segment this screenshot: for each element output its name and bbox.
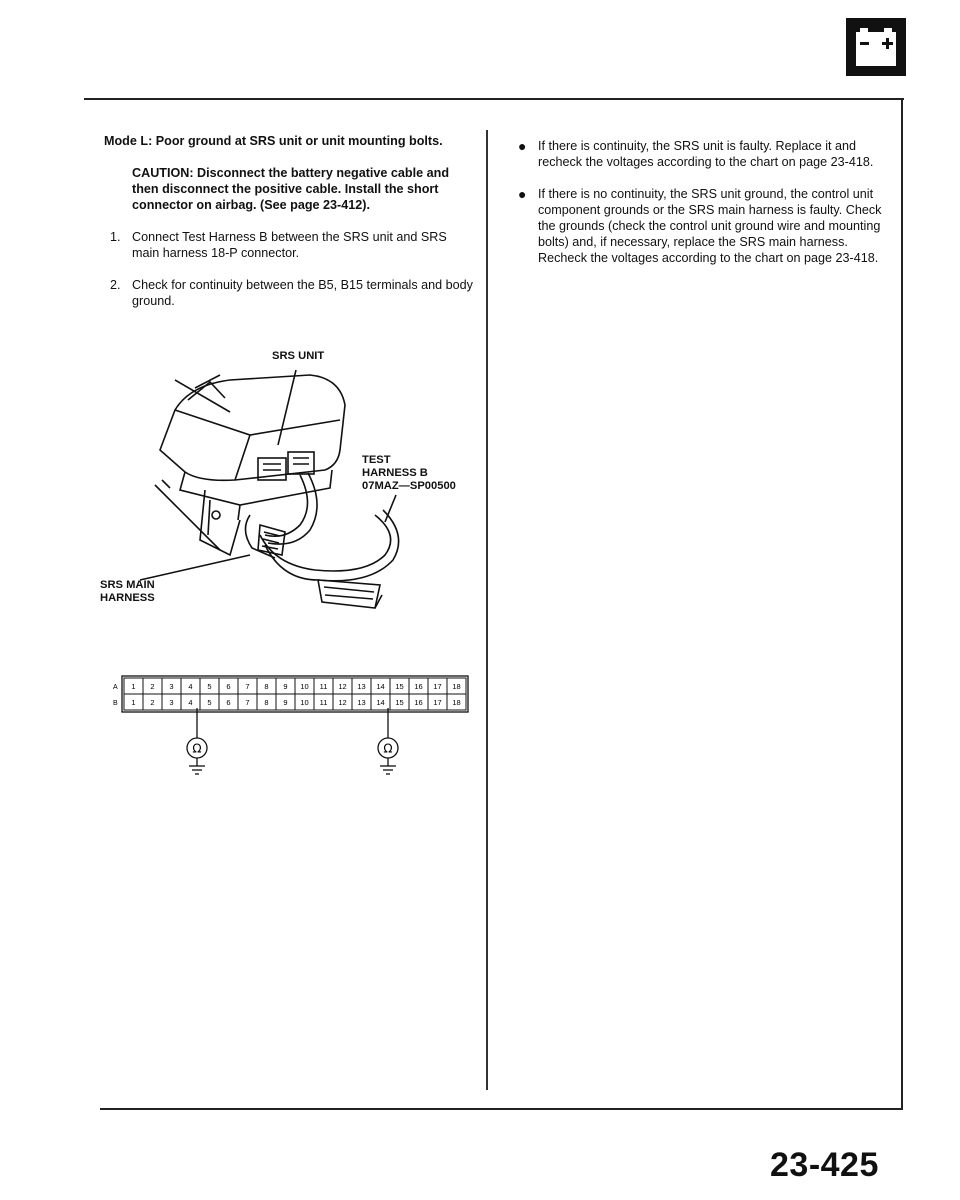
terminal-number: 4	[188, 682, 193, 691]
label-test-harness	[362, 454, 456, 493]
terminal-number: 6	[226, 682, 231, 691]
column-divider	[486, 130, 488, 1090]
terminal-number: 14	[376, 682, 385, 691]
connector-row-label: A	[113, 684, 118, 691]
terminal-diagram	[110, 668, 470, 780]
terminal-number: 10	[300, 698, 309, 707]
step-1	[104, 229, 474, 261]
bullet-text: If there is continuity, the SRS unit is faulty. Replace it and recheck the voltages according to the chart on page 23-418.	[538, 139, 874, 169]
terminal-number: 2	[150, 682, 155, 691]
terminal-number: 18	[452, 682, 461, 691]
terminal-number: 3	[169, 698, 174, 707]
label-srs-main-harness	[100, 579, 155, 605]
left-column	[104, 133, 474, 325]
terminal-number: 9	[283, 682, 288, 691]
terminal-number: 8	[264, 682, 269, 691]
terminal-number: 13	[357, 682, 366, 691]
bullet-item	[518, 138, 890, 170]
label-line: 07MAZ—SP00500	[362, 480, 456, 492]
label-srs-unit: SRS UNIT	[272, 350, 325, 362]
svg-text:Ω: Ω	[383, 741, 393, 756]
step-number: 2.	[110, 278, 121, 292]
bottom-rule	[100, 1108, 903, 1110]
terminal-number: 5	[207, 682, 212, 691]
terminal-number: 6	[226, 698, 231, 707]
terminal-number: 14	[376, 698, 385, 707]
terminal-number: 18	[452, 698, 461, 707]
terminal-number: 11	[319, 682, 328, 691]
terminal-number: 16	[414, 698, 423, 707]
terminal-number: 17	[433, 682, 442, 691]
label-line: HARNESS	[100, 592, 155, 604]
terminal-number: 9	[283, 698, 288, 707]
ohmmeter-symbol-right	[378, 738, 398, 758]
step-number: 1.	[110, 230, 121, 244]
terminal-number: 1	[131, 698, 136, 707]
terminal-number: 15	[395, 698, 404, 707]
mode-heading: Mode L: Poor ground at SRS unit or unit mounting bolts.	[104, 134, 443, 148]
terminal-number: 15	[395, 682, 404, 691]
terminal-number: 12	[338, 698, 347, 707]
terminal-number: 5	[207, 698, 212, 707]
terminal-number: 2	[150, 698, 155, 707]
page-number: 23-425	[770, 1146, 879, 1184]
bullet-item	[518, 186, 890, 266]
top-rule	[84, 98, 904, 100]
terminal-number: 7	[245, 682, 250, 691]
bullet-dot: ●	[518, 138, 527, 154]
label-line: TEST	[362, 454, 391, 466]
step-2	[104, 277, 474, 309]
terminal-number: 3	[169, 682, 174, 691]
connector-terminal-grid	[110, 668, 470, 780]
battery-icon	[846, 18, 906, 76]
srs-unit-illustration	[100, 340, 485, 640]
terminal-number: 4	[188, 698, 193, 707]
svg-text:Ω: Ω	[192, 741, 202, 756]
connector-row-label: B	[113, 700, 118, 707]
step-text: Check for continuity between the B5, B15 terminals and body ground.	[132, 278, 473, 308]
bullet-dot: ●	[518, 186, 527, 202]
ohmmeter-symbol-left	[187, 738, 207, 758]
caution-note: CAUTION: Disconnect the battery negative cable and then disconnect the positive cable. Install the short connector on airbag. (See page 23-412).	[132, 166, 450, 212]
terminal-number: 13	[357, 698, 366, 707]
terminal-number: 11	[319, 698, 328, 707]
label-line: HARNESS B	[362, 467, 428, 479]
step-text: Connect Test Harness B between the SRS unit and SRS main harness 18-P connector.	[132, 230, 447, 260]
right-column	[518, 138, 890, 282]
label-line: SRS MAIN	[100, 579, 155, 591]
terminal-number: 8	[264, 698, 269, 707]
right-rule	[901, 98, 903, 1108]
terminal-number: 7	[245, 698, 250, 707]
terminal-number: 17	[433, 698, 442, 707]
terminal-number: 1	[131, 682, 136, 691]
terminal-number: 16	[414, 682, 423, 691]
terminal-number: 12	[338, 682, 347, 691]
bullet-text: If there is no continuity, the SRS unit ground, the control unit component grounds or the SRS main harness is faulty. Check the grounds (check the control unit ground wire and mounting bolts) and, if necessary, replace the SRS main harness. Recheck the voltages according to the chart on page 23-418.	[538, 187, 882, 265]
terminal-number: 10	[300, 682, 309, 691]
